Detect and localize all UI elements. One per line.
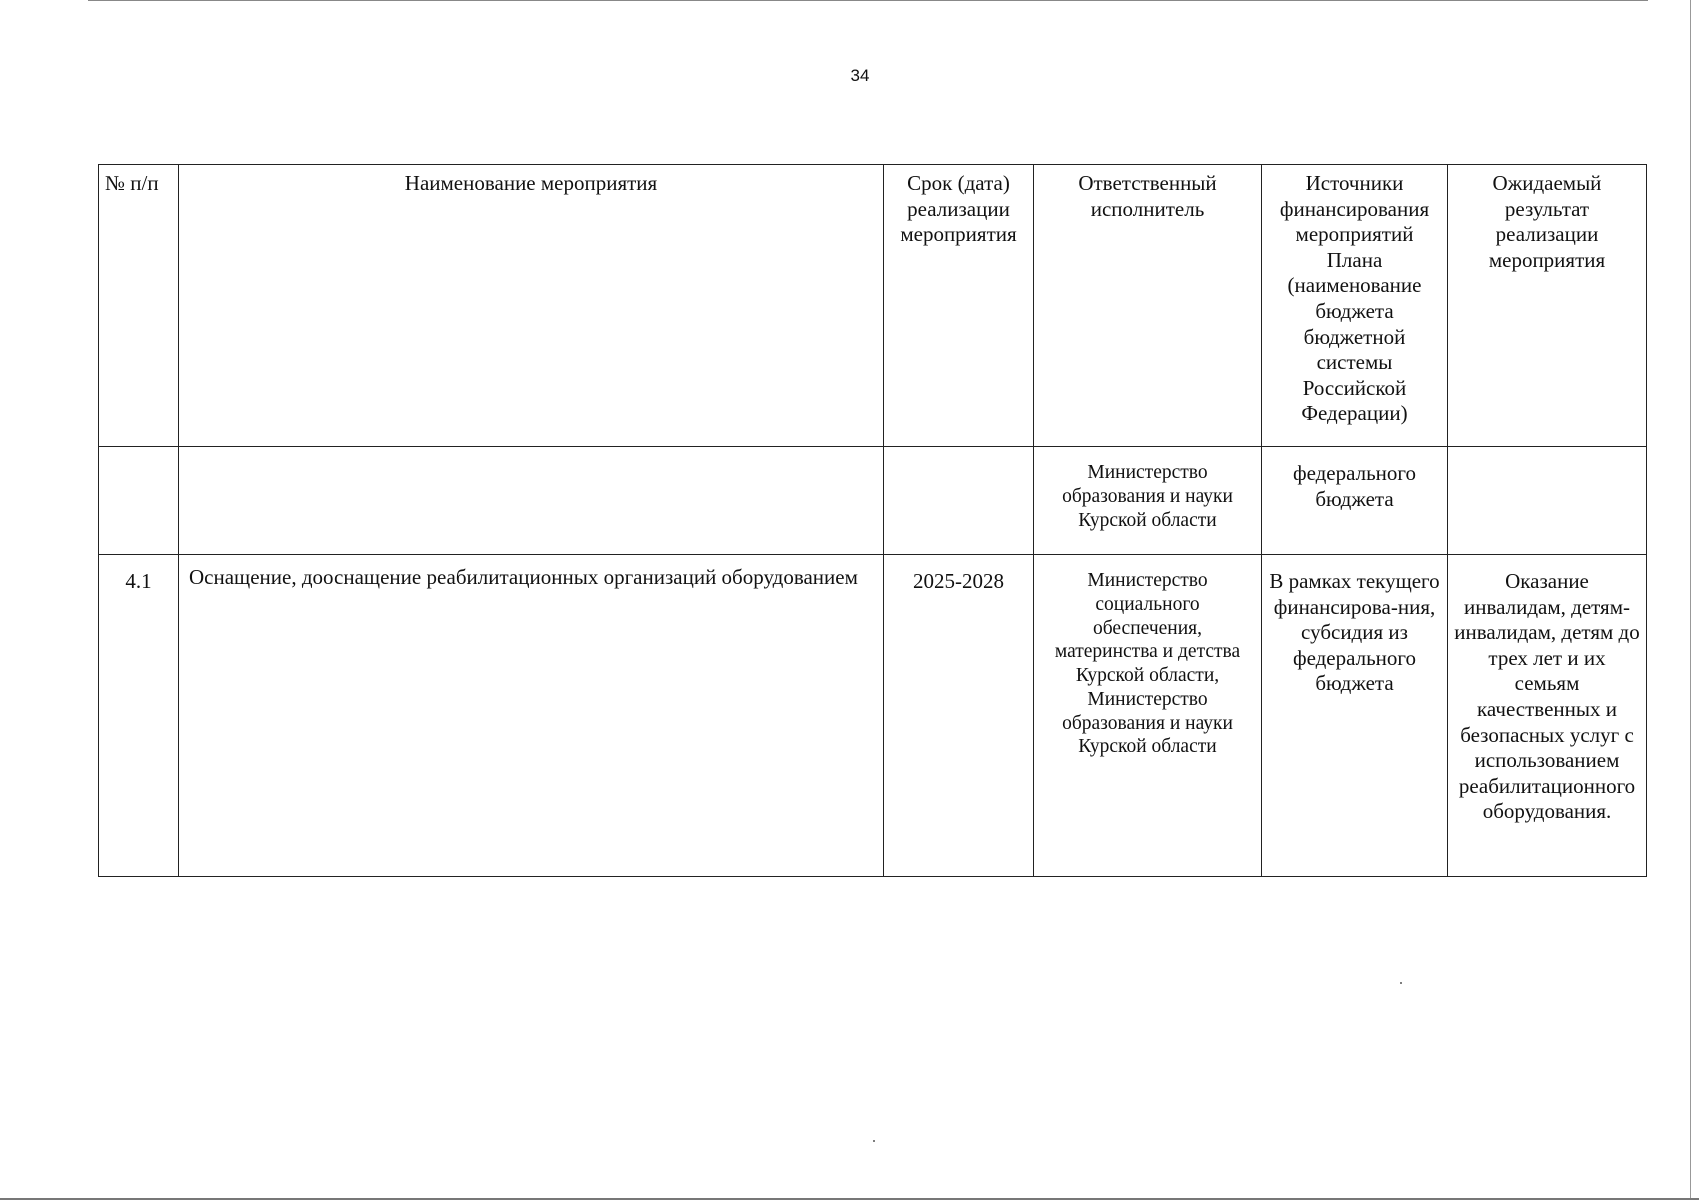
table-header-row bbox=[99, 165, 1647, 447]
cell-name: Оснащение, дооснащение реабилитационных организаций оборудованием bbox=[179, 555, 884, 877]
header-sources: Источники финансирования мероприятий Плана (наименование бюджета бюджетной системы Российской Федерации) bbox=[1262, 165, 1448, 447]
header-result: Ожидаемый результат реализации мероприятия bbox=[1448, 165, 1647, 447]
header-name: Наименование мероприятия bbox=[179, 165, 884, 447]
scan-edge-top bbox=[88, 0, 1648, 1]
page-number: 34 bbox=[850, 66, 870, 85]
cell-sources: федерального бюджета bbox=[1262, 447, 1448, 555]
cell-num bbox=[99, 447, 179, 555]
header-num: № п/п bbox=[99, 165, 179, 447]
cell-result: Оказание инвалидам, детям-инвалидам, детям до трех лет и их семьям качественных и безопасных услуг с использованием реабилитационного оборудования. bbox=[1448, 555, 1647, 877]
header-responsible: Ответственный исполнитель bbox=[1034, 165, 1262, 447]
table-row bbox=[99, 555, 1647, 877]
cell-responsible: Министерство образования и науки Курской области bbox=[1034, 447, 1262, 555]
header-date: Срок (дата) реализации мероприятия bbox=[884, 165, 1034, 447]
cell-date: 2025-2028 bbox=[884, 555, 1034, 877]
cell-sources: В рамках текущего финансирова-ния, субсидия из федерального бюджета bbox=[1262, 555, 1448, 877]
table-row bbox=[99, 447, 1647, 555]
cell-result bbox=[1448, 447, 1647, 555]
cell-num: 4.1 bbox=[99, 555, 179, 877]
scan-speck bbox=[873, 1140, 875, 1142]
cell-name bbox=[179, 447, 884, 555]
cell-responsible: Министерство социального обеспечения, материнства и детства Курской области, Министерство образования и науки Курской области bbox=[1034, 555, 1262, 877]
scan-speck bbox=[1400, 982, 1402, 984]
scan-edge-right bbox=[1690, 0, 1691, 1200]
action-plan-table bbox=[98, 164, 1647, 877]
cell-date bbox=[884, 447, 1034, 555]
